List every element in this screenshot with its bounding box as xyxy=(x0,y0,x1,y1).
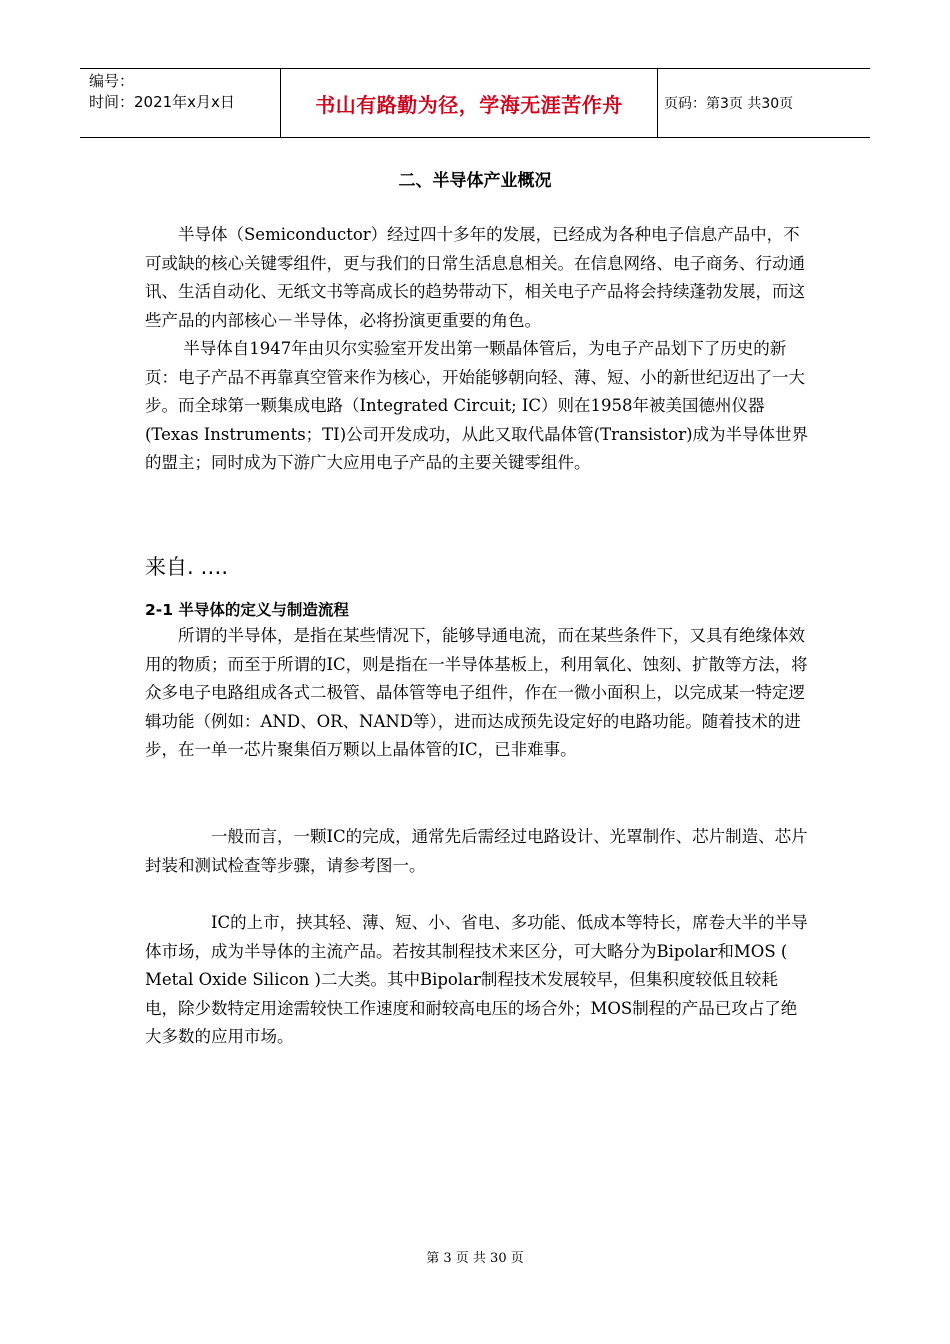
intro-paragraph-1: 半导体（Semiconductor）经过四十多年的发展，已经成为各种电子信息产品中，不可或缺的核心关键零组件，更与我们的日常生活息息相关。在信息网络、电子商务、行动通讯、生活自动化、无纸文书等高成长的趋势带动下，相关电子产品将会持续蓬勃发展，而这些产品的内部核心－半导体，必将扮演更重要的角色。 xyxy=(145,225,805,330)
process-paragraph: 一般而言，一颗IC的完成，通常先后需经过电路设计、光罩制作、芯片制造、芯片封装和测试检查等步骤，请参考图一。 xyxy=(145,827,808,875)
header-meta xyxy=(80,69,281,137)
document-number-label: 编号： xyxy=(89,72,135,90)
definition-paragraph: 所谓的半导体，是指在某些情况下，能够导通电流，而在某些条件下，又具有绝缘体效用的物质；而至于所谓的IC，则是指在一半导体基板上，利用氧化、蚀刻、扩散等方法，将众多电子电路组成各式二极管、晶体管等电子组件，作在一微小面积上，以完成某一特定逻辑功能（例如：AND、OR、NAND等），进而达成预先设定好的电路功能。随着技术的进步，在一单一芯片聚集佰万颗以上晶体管的IC，已非难事。 xyxy=(145,626,808,759)
document-time-label: 时间：2021年x月x日 xyxy=(89,93,235,111)
header-page-label: 页码：第3页 共30页 xyxy=(664,96,794,112)
section-heading: 2-1 半导体的定义与制造流程 xyxy=(145,601,349,619)
page-header xyxy=(80,68,870,138)
source-note: 来自. …. xyxy=(145,555,229,579)
intro-section xyxy=(145,221,810,478)
document-title: 二、半导体产业概况 xyxy=(398,171,552,191)
page-footer: 第 3 页 共 30 页 xyxy=(426,1251,524,1266)
header-motto: 书山有路勤为径，学海无涯苦作舟 xyxy=(281,69,658,137)
intro-paragraph-2: 半导体自1947年由贝尔实验室开发出第一颗晶体管后，为电子产品划下了历史的新页：电子产品不再靠真空管来作为核心，开始能够朝向轻、薄、短、小的新世纪迈出了一大步。而全球第一颗集成电路（Integrated Circuit; IC）则在1958年被美国德州仪器(Texas Instruments；TI)公司开发成功，从此又取代晶体管(Transistor)成为半导体世界的盟主；同时成为下游广大应用电子产品的主要关键零组件。 xyxy=(145,339,809,472)
market-paragraph: IC的上市，挟其轻、薄、短、小、省电、多功能、低成本等特长，席卷大半的半导体市场，成为半导体的主流产品。若按其制程技术来区分，可大略分为Bipolar和MOS ( Metal Oxide Silicon )二大类。其中Bipolar制程技术发展较早，但集积度较低且较耗电，除少数特定用途需较快工作速度和耐较高电压的场合外；MOS制程的产品已攻占了绝大多数的应用市场。 xyxy=(145,913,808,1046)
